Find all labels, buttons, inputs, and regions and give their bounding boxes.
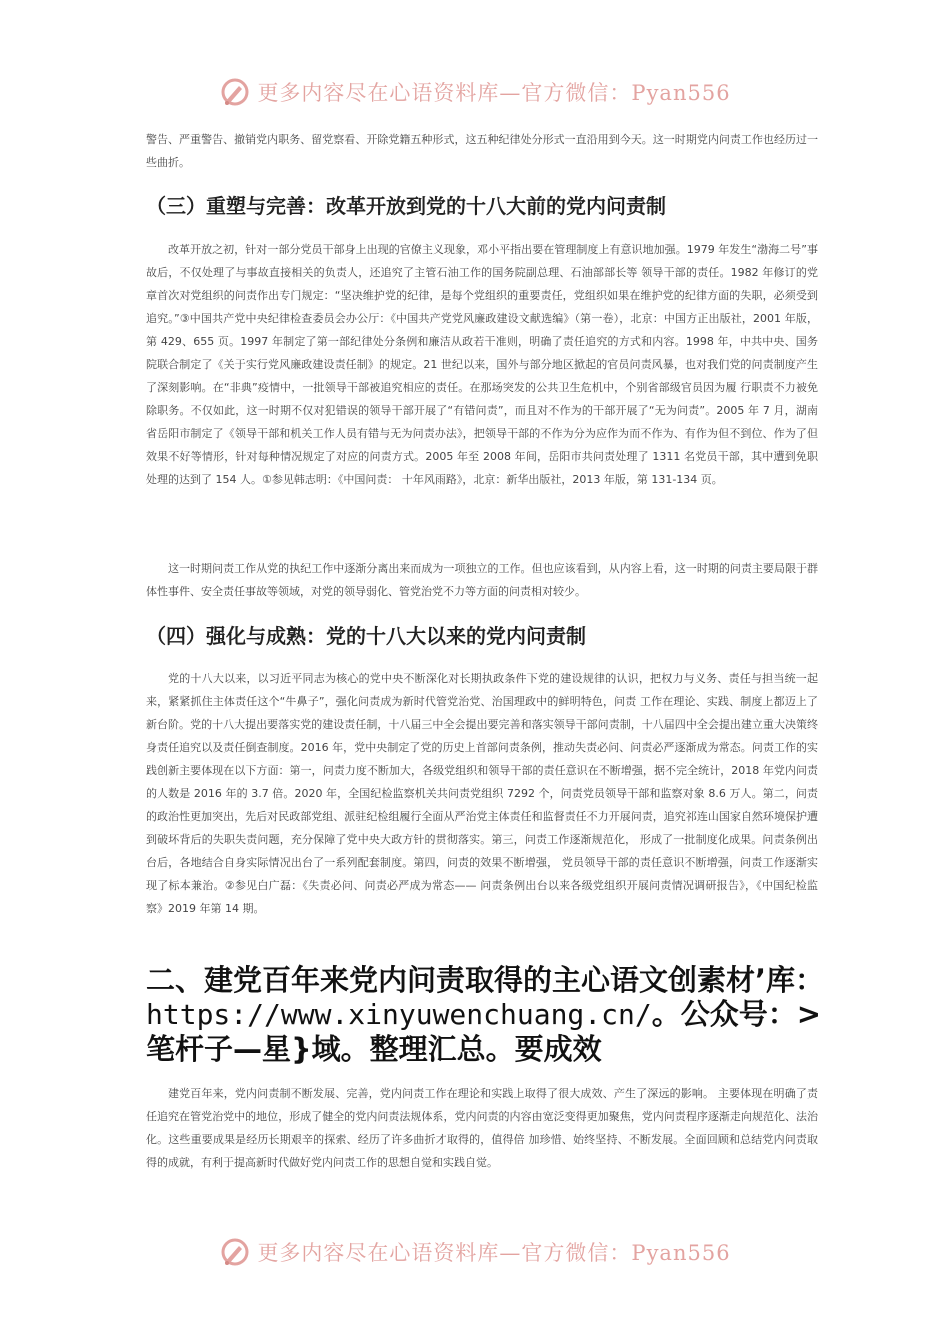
section-2-heading-part-1: 二、建党百年来党内问责取得的主心语文创素材’库：: [146, 963, 825, 997]
section-2-heading: [146, 963, 836, 1066]
pen-brand-icon: [219, 76, 251, 108]
section-3-paragraph-1: 改革开放之初，针对一部分党员干部身上出现的官僚主义现象，邓小平指出要在管理制度上有意识地加强。1979 年发生“渤海二号”事故后，不仅处理了与事故直接相关的负责人，还追究了主管石油工作的国务院副总理、石油部部长等 领导干部的责任。1982 年修订的党章首次对党组织的问责作出专门规定：“坚决维护党的纪律，是每个党组织的重要责任，党组织如果在维护党的纪律方面的失职，必须受到追究。”③中国共产党中央纪律检查委员会办公厅：《中国共产党党风廉政建设文献选编》（第一卷），北京：中国方正出版社，2001 年版，第 429、655 页。1997 年制定了第一部纪律处分条例和廉洁从政若干准则，明确了责任追究的方式和内容。1998 年，中共中央、国务院联合制定了《关于实行党风廉政建设责任制》的规定。21 世纪以来，国外与部分地区掀起的官员问责风暴，也对我们党的问责制度产生了深刻影响。在“非典”疫情中，一批领导干部被追究相应的责任。在那场突发的公共卫生危机中，个别省部级官员因为履 行职责不力被免除职务。不仅如此，这一时期不仅对犯错误的领导干部开展了“有错问责”，而且对不作为的干部开展了“无为问责”。2005 年 7 月，湖南省岳阳市制定了《领导干部和机关工作人员有错与无为问责办法》，把领导干部的不作为分为应作为而不作为、有作为但不到位、作为了但效果不好等情形，针对每种情况规定了对应的问责方式。2005 年至 2008 年间，岳阳市共问责处理了 1311 名党员干部，其中遭到免职处理的达到了 154 人。①参见韩志明：《中国问责： 十年风雨路》，北京：新华出版社，2013 年版，第 131-134 页。: [146, 243, 818, 486]
intro-continuation: 警告、严重警告、撤销党内职务、留党察看、开除党籍五种形式，这五种纪律处分形式一直沿用到今天。这一时期党内问责工作也经历过一些曲折。: [146, 133, 818, 169]
banner-text: 更多内容尽在心语资料库—官方微信：Pyan556: [257, 81, 731, 105]
section-3-paragraph-2: 这一时期问责工作从党的执纪工作中逐渐分离出来而成为一项独立的工作。但也应该看到，从内容上看，这一时期的问责主要局限于群体性事件、安全责任事故等领域，对党的领导弱化、管党治党不力等方面的问责相对较少。: [146, 562, 818, 598]
section-2-heading-url: https://www.xinyuwenchuang.cn/: [146, 998, 652, 1031]
section-2-heading-part-2: 。公众号：>笔杆子—星}域。整理汇总。要成效: [146, 997, 822, 1066]
header-banner: [0, 72, 950, 112]
footer-banner: [0, 1232, 950, 1272]
section-4-paragraph-1: 党的十八大以来，以习近平同志为核心的党中央不断深化对长期执政条件下党的建设规律的认识，把权力与义务、责任与担当统一起来，紧紧抓住主体责任这个“牛鼻子”，强化问责成为新时代管党治党、治国理政中的鲜明特色，问责 工作在理论、实践、制度上都迈上了新台阶。党的十八大提出要落实党的建设责任制，十八届三中全会提出要完善和落实领导干部问责制，十八届四中全会提出建立重大决策终身责任追究以及责任倒查制度。2016 年，党中央制定了党的历史上首部问责条例，推动失责必问、问责必严逐渐成为常态。问责工作的实践创新主要体现在以下方面：第一，问责力度不断加大，各级党组织和领导干部的责任意识在不断增强，据不完全统计，2018 年党内问责的人数是 2016 年的 3.7 倍。2020 年，全国纪检监察机关共问责党组织 7292 个，问责党员领导干部和监察对象 8.6 万人。第二，问责的政治性更加突出，先后对民政部党组、派驻纪检组履行全面从严治党主体责任和监督责任不力开展问责，追究祁连山国家自然环境保护遭到破坏背后的失职失责问题，充分保障了党中央大政方针的贯彻落实。第三，问责工作逐渐规范化， 形成了一批制度化成果。问责条例出台后，各地结合自身实际情况出台了一系列配套制度。第四，问责的效果不断增强， 党员领导干部的责任意识不断增强，问责工作逐渐实现了标本兼治。②参见白广磊：《失责必问、问责必严成为常态—— 问责条例出台以来各级党组织开展问责情况调研报告》，《中国纪检监察》2019 年第 14 期。: [146, 672, 818, 915]
section-4-heading: （四）强化与成熟：党的十八大以来的党内问责制: [146, 624, 586, 648]
pen-brand-icon: [219, 1236, 251, 1268]
section-2-paragraph-1: 建党百年来，党内问责制不断发展、完善，党内问责工作在理论和实践上取得了很大成效、产生了深远的影响。 主要体现在明确了责任追究在管党治党中的地位，形成了健全的党内问责法规体系，党内问责的内容由宽泛变得更加聚焦，党内问责程序逐渐走向规范化、法治化。这些重要成果是经历长期艰辛的探索、经历了许多曲折才取得的，值得倍 加珍惜、始终坚持、不断发展。全面回顾和总结党内问责取得的成就，有利于提高新时代做好党内问责工作的思想自觉和实践自觉。: [146, 1087, 818, 1169]
section-3-heading: （三）重塑与完善：改革开放到党的十八大前的党内问责制: [146, 194, 666, 218]
banner-text: 更多内容尽在心语资料库—官方微信：Pyan556: [257, 1241, 731, 1265]
